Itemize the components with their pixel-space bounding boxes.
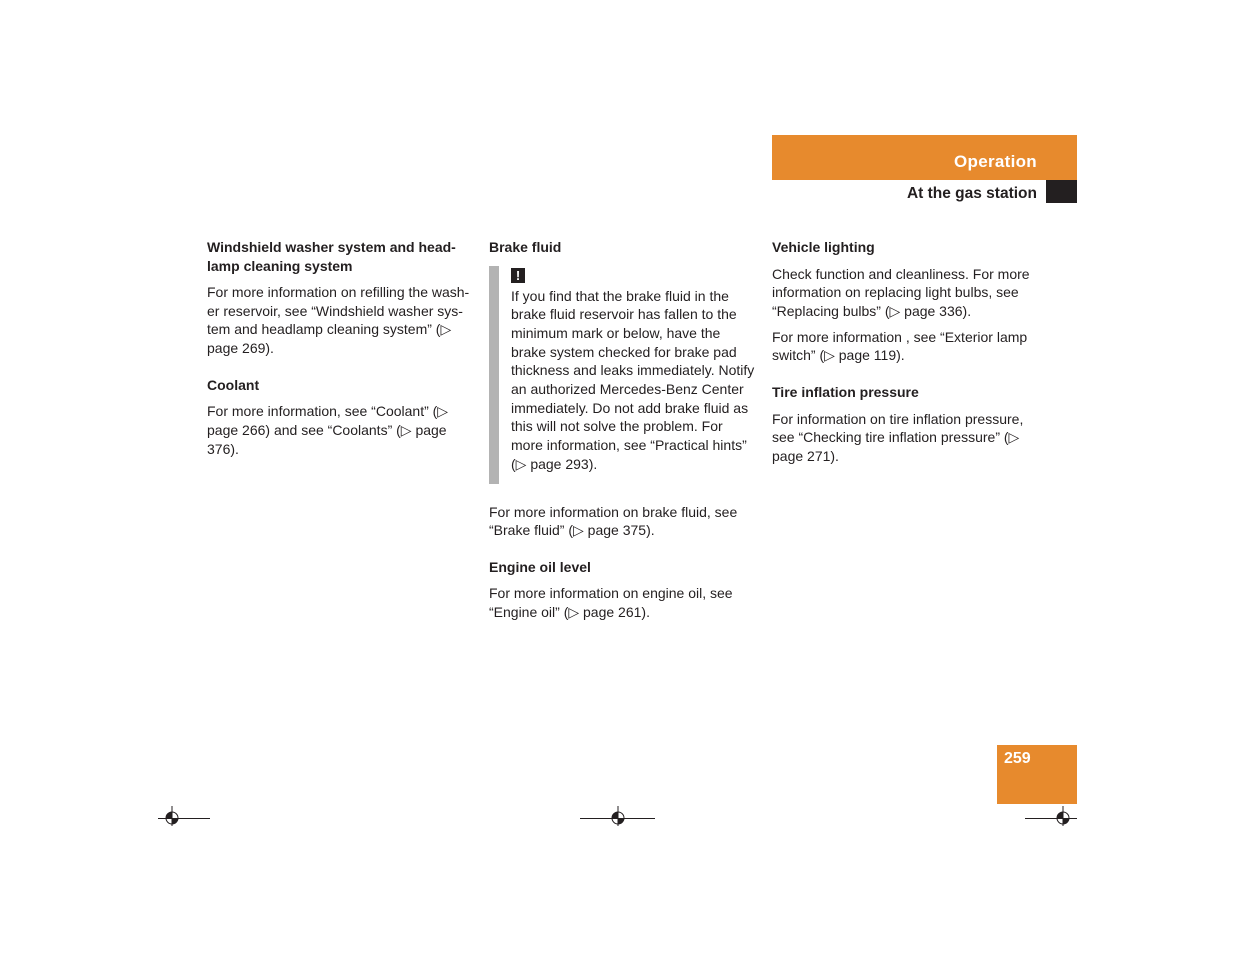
registration-mark-icon [1049,804,1079,834]
column-2 [489,238,757,622]
subsection-title: At the gas station [906,185,1037,202]
column-3 [772,238,1040,466]
page-number-box [997,745,1077,804]
section-tab [772,135,1077,180]
heading-coolant: Coolant [207,376,260,393]
para-tire-pressure: For information on tire inflation pressure, see “Checking tire inflation pressure” (▷ page 271). [772,410,1024,464]
heading-tire-pressure: Tire inflation pressure [772,384,919,401]
page-number: 259 [1004,750,1031,767]
thumb-marker [1046,180,1077,203]
para-coolant: For more information, see “Coolant” (▷ page 266) and see “Coolants” (▷ page 376). [207,403,449,457]
heading-windshield-washer: Windshield washer system and head-lamp cleaning system [207,239,456,274]
registration-mark-icon [604,804,634,834]
exclamation-icon: ! [511,268,525,283]
heading-vehicle-lighting: Vehicle lighting [772,239,875,255]
section-title: Operation [954,152,1037,171]
column-1 [207,238,475,458]
registration-mark-icon [158,804,188,834]
heading-brake-fluid: Brake fluid [489,239,562,255]
para-vehicle-lighting-2: For more information , see “Exterior lamp switch” (▷ page 119). [772,328,1028,364]
para-engine-oil: For more information on engine oil, see “Engine oil” (▷ page 261). [489,585,733,621]
note-bar [489,266,499,484]
para-vehicle-lighting-1: Check function and cleanliness. For more information on replacing light bulbs, see “Replacing bulbs” (▷ page 336). [772,265,1030,319]
para-brake-fluid: For more information on brake fluid, see “Brake fluid” (▷ page 375). [489,503,738,539]
note-text: If you find that the brake fluid in the brake fluid reservoir has fallen to the minimum mark or below, have the brake system checked for brake pad thickness and leaks immediately. Notify an authorized Mercedes-Benz Center immediately. Do not add brake fluid as this will not solve the problem. For more information, see “Practical hints” (▷ page 293). [511,287,755,472]
heading-engine-oil: Engine oil level [489,558,591,575]
para-windshield-washer: For more information on refilling the wash-er reservoir, see “Windshield washer sys-tem and headlamp cleaning system” (▷ page 269). [207,284,470,357]
warning-note [489,266,757,474]
